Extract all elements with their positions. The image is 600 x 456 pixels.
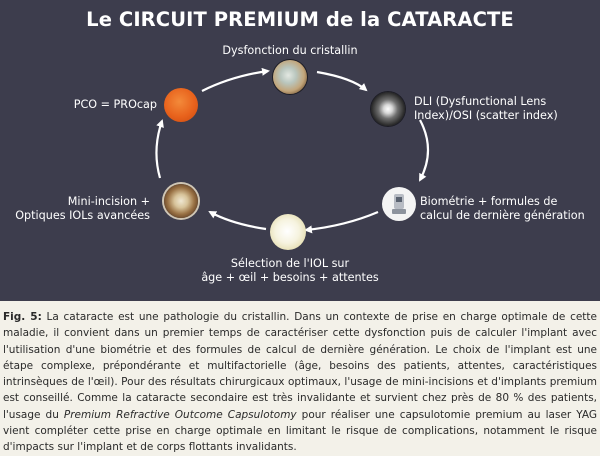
arrow-pco-to-dysfonction bbox=[202, 71, 268, 91]
node-label-pco: PCO = PROcap bbox=[73, 98, 157, 111]
orange-disc-icon bbox=[164, 88, 198, 122]
node-label-dysfonction: Dysfonction du cristallin bbox=[222, 44, 358, 57]
node-label-biometrie: Biométrie + formules de calcul de dernière génération bbox=[420, 195, 585, 222]
diagram-title: Le CIRCUIT PREMIUM de la CATARACTE bbox=[86, 8, 514, 31]
eye-surgery-icon bbox=[164, 184, 198, 218]
arrow-biometrie-to-selection bbox=[306, 212, 378, 230]
biometry-device-icon bbox=[382, 187, 416, 221]
arrow-selection-to-mini-incision bbox=[210, 212, 266, 229]
iol-implant-icon bbox=[270, 214, 306, 250]
caption-text-after: pour réaliser une capsulotomie premium au laser YAG vient compléter cette prise en charge optimale en limitant le risque de complications, notamment le risque d'impacts sur l'implant et de corps flottants invalidants. bbox=[3, 408, 597, 454]
scatter-image-icon bbox=[371, 92, 405, 126]
lens-photo-icon bbox=[273, 60, 307, 94]
arrow-dysfonction-to-dli bbox=[317, 72, 366, 90]
node-label-mini-incision: Mini-incision + Optiques IOLs avancées bbox=[15, 195, 150, 222]
caption-italic-term: Premium Refractive Outcome Capsulotomy bbox=[63, 408, 297, 421]
caption-text-before: La cataracte est une pathologie du cristallin. Dans un contexte de prise en charge optimale de cette maladie, il convient dans un premier temps de caractériser cette dysfonction puis de calculer l'implant avec l'utilisation d'une biométrie et des formules de calcul de dernière génération. Le choix de l'implant est une étape complexe, prépondérante et multifactorielle (âge, besoins des patients, attentes, caractéristiques intrinsèques de l'œil). Pour des résultats chirurgicaux optimaux, l'usage de mini-incisions et d'implants premium est conseillé. Comme la cataracte secondaire est très invalidante et survient chez près de 80 % des patients, l'usage du bbox=[3, 311, 597, 421]
node-label-dli: DLI (Dysfunctional Lens Index)/OSI (scatter index) bbox=[414, 95, 558, 122]
arrow-dli-to-biometrie bbox=[420, 120, 428, 180]
node-label-selection: Sélection de l'IOL sur âge + œil + besoins + attentes bbox=[201, 257, 379, 284]
arrow-mini-incision-to-pco bbox=[156, 121, 162, 178]
figure-caption bbox=[3, 309, 597, 456]
figure-label: Fig. 5: bbox=[3, 311, 42, 323]
